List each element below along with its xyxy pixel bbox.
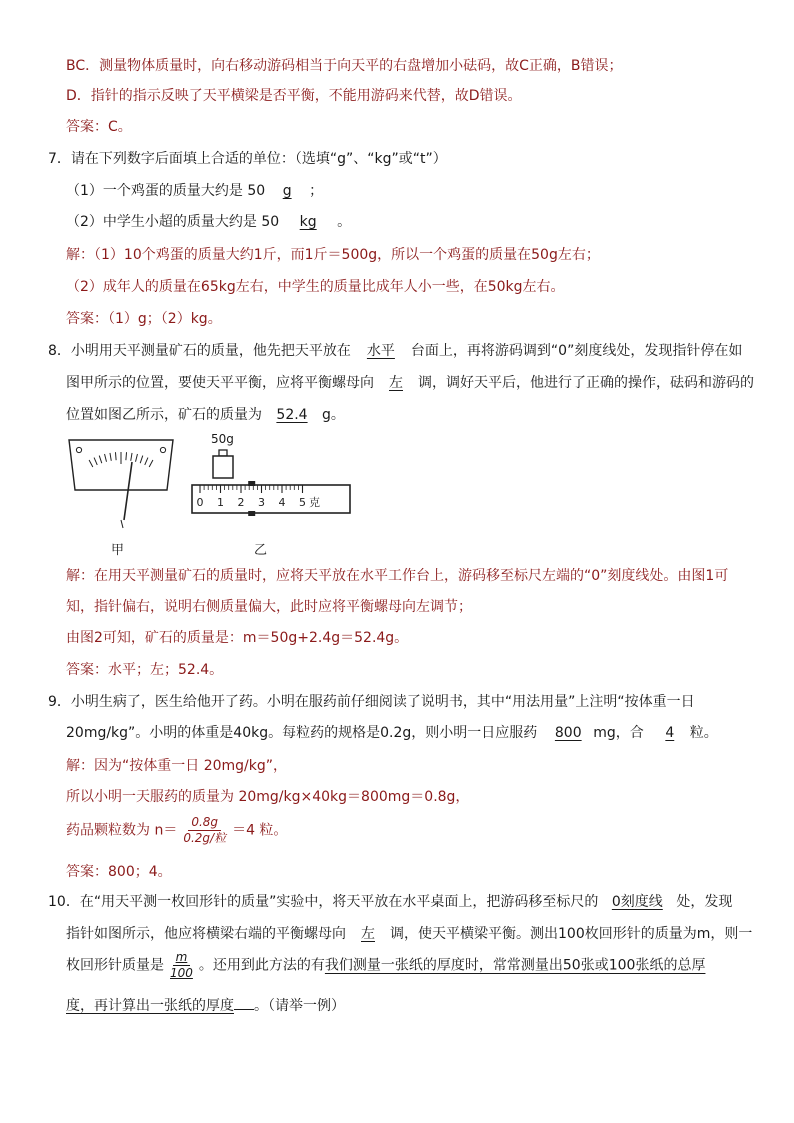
q7-answer: 答案：（1）g；（2）kg。 <box>66 311 222 327</box>
dial-tick <box>145 458 148 465</box>
q7-stem: 7．请在下列数字后面填上合适的单位：（选填“g”、“kg”或“t”） <box>48 151 447 167</box>
weight-icon <box>211 449 235 481</box>
ruler-tick-label: 5 <box>299 496 306 509</box>
q8-blank3: 52.4 <box>276 407 308 423</box>
q9-blank1: 800 <box>554 725 582 741</box>
dial-tick <box>94 458 97 465</box>
q8-blank2: 左 <box>389 375 403 391</box>
dial-tick <box>99 456 102 464</box>
dial-tick <box>115 452 116 460</box>
ruler-tick-label: 2 <box>237 496 245 509</box>
dial-tick <box>89 460 93 467</box>
q7-part2: （2）中学生小超的质量大约是 50 kg 。 <box>66 214 352 230</box>
fraction: $\frac{m}{100}$ <box>170 950 193 980</box>
q10-stem-2: 指针如图所示，他应将横梁右端的平衡螺母向 左 调，使天平横梁平衡。测出100枚回形针的质量为m，则一 <box>66 926 753 942</box>
q10-stem-1: 10．在“用天平测一枚回形针的质量”实验中，将天平放在水平桌面上，把游码移至标尺的 0刻度线 处，发现 <box>48 894 733 910</box>
q10-blank1: 0刻度线 <box>611 894 663 910</box>
pointer-needle <box>124 462 132 520</box>
ruler-slider-bottom <box>248 511 255 516</box>
ruler-unit-label: 克 <box>309 496 320 509</box>
weight-label: 50g <box>211 432 234 446</box>
answer-line: 答案：C。 <box>66 119 132 135</box>
q8-blank1: 水平 <box>366 343 395 359</box>
q9-stem-2: 20mg/kg”。小明的体重是40kg。每粒药的规格是0.2g，则小明一日应服药 800 mg，合 4 粒。 <box>66 725 718 741</box>
q8-solution-3: 由图2可知，矿石的质量是：m＝50g+2.4g＝52.4g。 <box>66 630 409 646</box>
dial-tick <box>131 453 132 461</box>
text-line: BC．测量物体质量时，向右移动游码相当于向天平的右盘增加小砝码，故C正确，B错误； <box>66 58 623 74</box>
q9-solution-3: 药品颗粒数为 n＝ $\frac{0.8g}{\text{0.2g/粒}}$ ＝4 粒。 <box>66 815 288 845</box>
figure-jia-balance-dial <box>66 432 176 532</box>
q10-blank2: 左 <box>361 926 375 942</box>
q7-solution-1: 解：（1）10个鸡蛋的质量大约1斤，而1斤＝500g，所以一个鸡蛋的质量在50g左右； <box>66 247 600 263</box>
q7-blank1: g <box>282 183 292 199</box>
dial-tick <box>126 452 127 460</box>
ruler-tick-label: 3 <box>258 496 265 509</box>
q8-answer: 答案：水平；左；52.4。 <box>66 662 224 678</box>
q8-stem-3: 位置如图乙所示，矿石的质量为 52.4 g。 <box>66 407 345 423</box>
q9-blank2: 4 <box>665 725 675 741</box>
figure-yi-ruler <box>191 480 356 520</box>
q10-blank3: 我们测量一张纸的厚度时，常常测量出50张或100张纸的总厚 <box>324 957 706 974</box>
figure-jia-label: 甲 <box>111 543 125 558</box>
ruler-slider <box>248 481 255 486</box>
q9-stem-1: 9．小明生病了，医生给他开了药。小明在服药前仔细阅读了说明书，其中“用法用量”上注明“按体重一日 <box>48 694 695 710</box>
q7-blank2: kg <box>299 214 317 230</box>
text-line: D．指针的指示反映了天平横梁是否平衡，不能用游码来代替，故D错误。 <box>66 88 522 104</box>
q10-blank3-cont: 度，再计算出一张纸的厚度 <box>66 998 234 1014</box>
ruler-tick-label: 1 <box>217 496 224 509</box>
q9-solution-1: 解：因为“按体重一日 20mg/kg”， <box>66 758 288 774</box>
q8-solution-2: 知，指针偏右，说明右侧质量偏大，此时应将平衡螺母向左调节； <box>66 599 472 615</box>
dial-tick <box>149 460 153 467</box>
q10-stem-3: 枚回形针质量是 $\frac{m}{100}$ 。还用到此方法的有我们测量一张纸的厚度时，常常测量出50张或100张纸的总厚 <box>66 950 706 980</box>
q9-answer: 答案：800；4。 <box>66 864 172 880</box>
dial-tick <box>105 454 107 462</box>
figure-yi-label: 乙 <box>254 543 268 558</box>
dial-tick <box>136 454 138 462</box>
dial-tick <box>140 456 143 464</box>
q10-stem-4: 度，再计算出一张纸的厚度 。（请举一例） <box>66 995 345 1016</box>
q8-stem-2: 图甲所示的位置，要使天平平衡，应将平衡螺母向 左 调，调好天平后，他进行了正确的操作，砝码和游码的 <box>66 375 754 391</box>
fraction: $\frac{0.8g}{\text{0.2g/粒}}$ <box>183 815 227 845</box>
q7-solution-2: （2）成年人的质量在65kg左右，中学生的质量比成年人小一些，在50kg左右。 <box>66 279 565 295</box>
q8-solution-1: 解：在用天平测量矿石的质量时，应将天平放在水平工作台上，游码移至标尺左端的“0”刻度线处。由图1可 <box>66 568 729 584</box>
ruler-tick-label: 0 <box>196 496 204 509</box>
q8-stem-1: 8．小明用天平测量矿石的质量，他先把天平放在 水平 台面上，再将游码调到“0”刻度线处，发现指针停在如 <box>48 343 743 359</box>
q7-part1: （1）一个鸡蛋的质量大约是 50 g ； <box>66 183 324 199</box>
q9-solution-2: 所以小明一天服药的质量为 20mg/kg×40kg＝800mg＝0.8g， <box>66 789 470 805</box>
ruler-tick-label: 4 <box>278 496 286 509</box>
dial-tick <box>110 453 111 461</box>
